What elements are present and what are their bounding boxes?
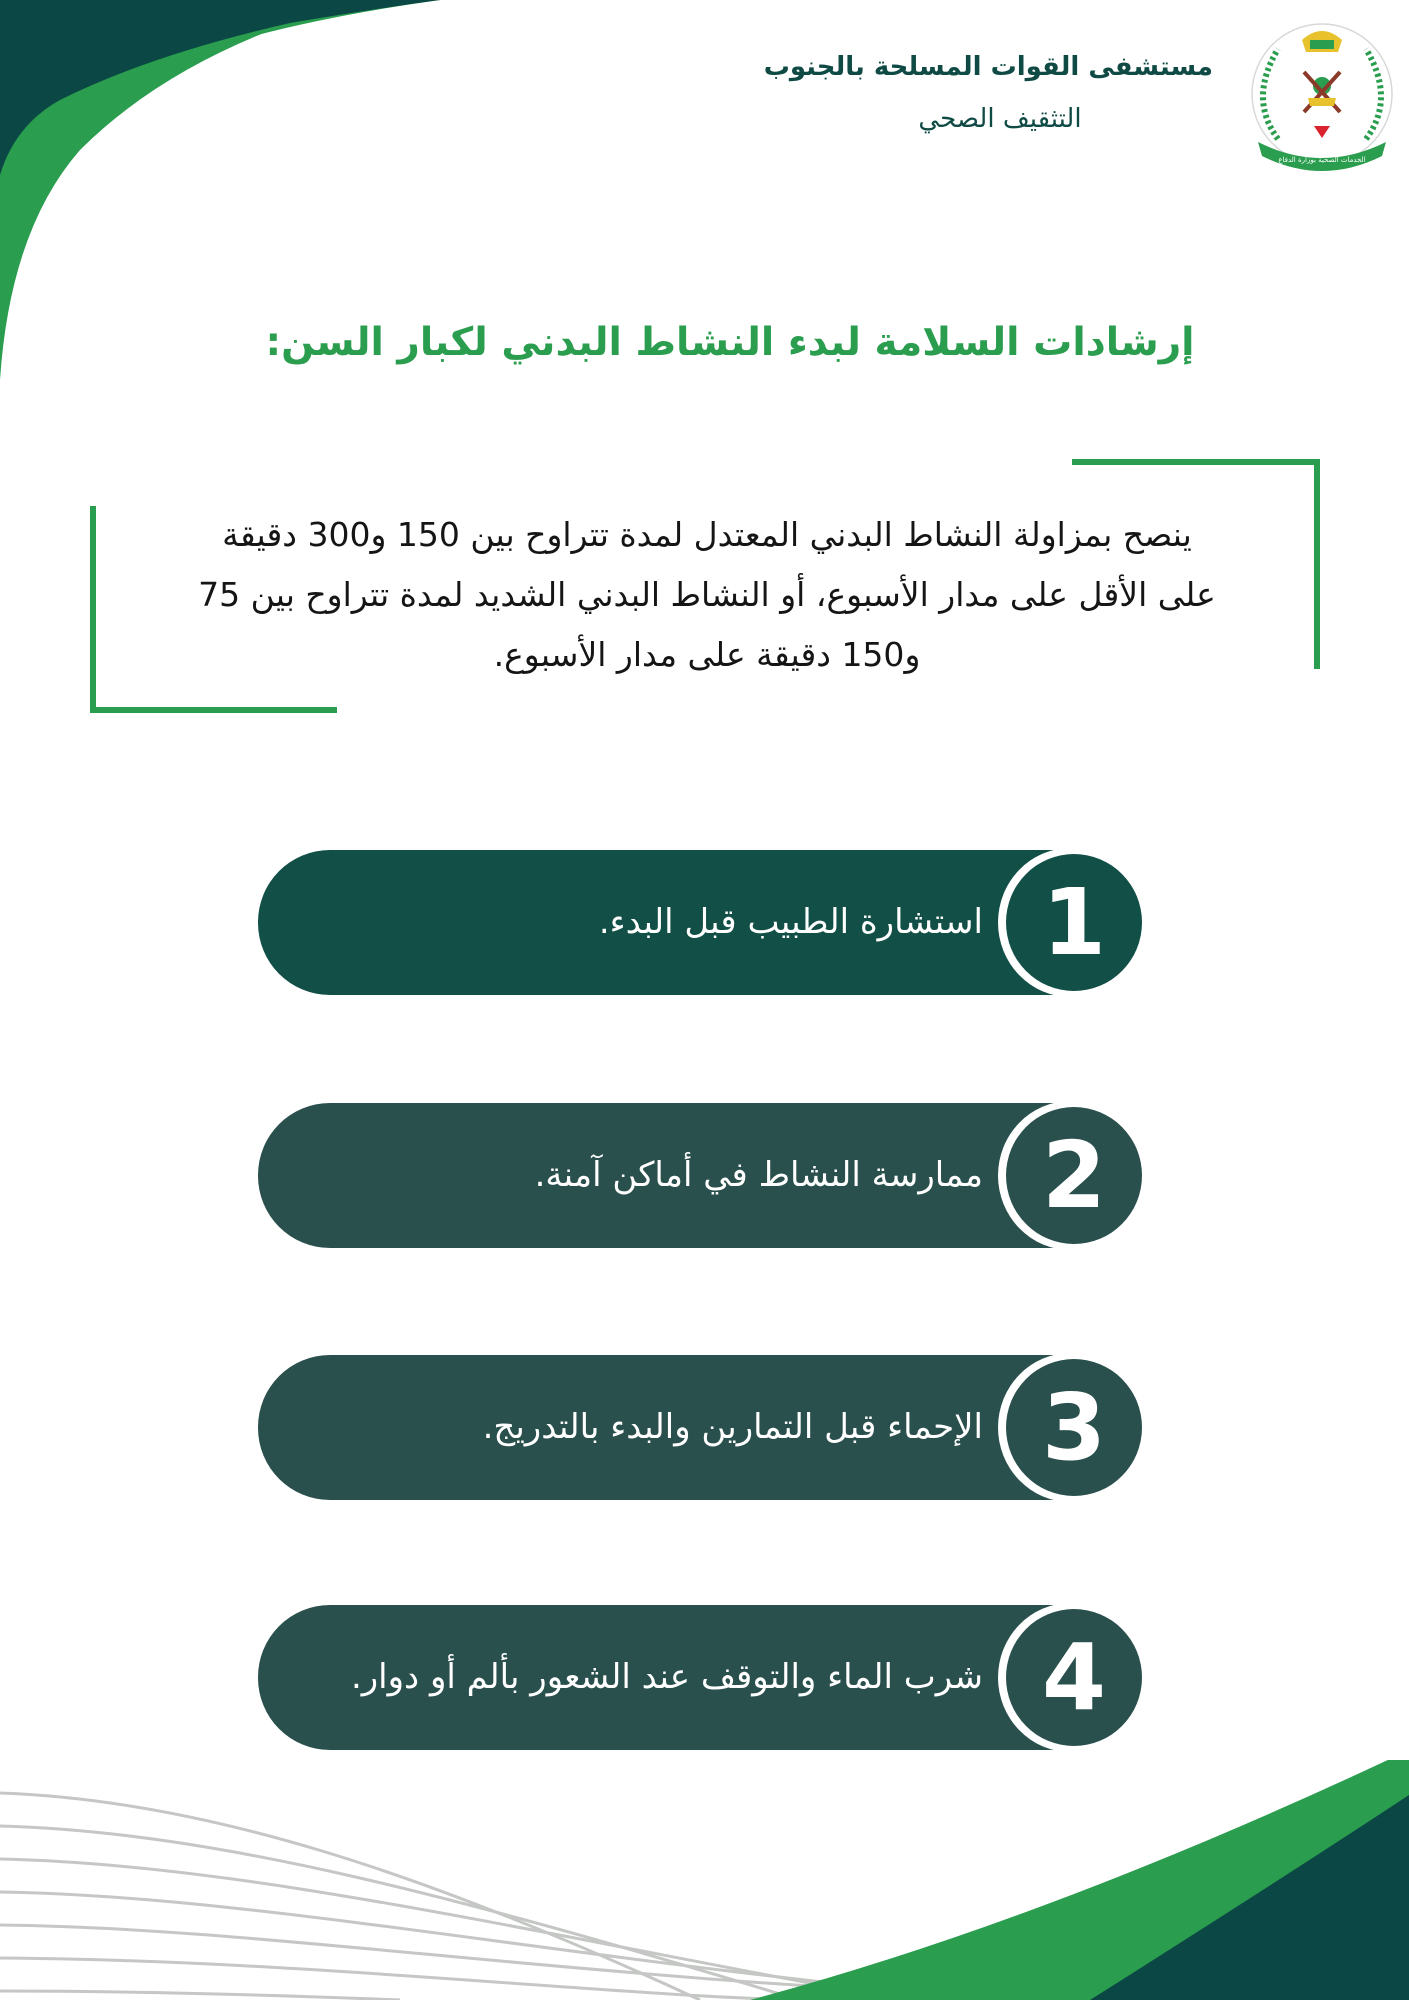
step-number: 1: [1041, 869, 1106, 976]
step-text: الإحماء قبل التمارين والبدء بالتدريج.: [482, 1407, 983, 1447]
intro-line: ينصح بمزاولة النشاط البدني المعتدل لمدة تتراوح بين 150 و300 دقيقة: [222, 515, 1192, 554]
frame-bottom-left-vertical: [90, 506, 96, 713]
step-item-1: [258, 850, 1143, 995]
department-name: التثقيف الصحي: [918, 104, 1082, 134]
intro-paragraph: [112, 505, 1302, 685]
svg-text:الخدمات الصحية بوزارة الدفاع: الخدمات الصحية بوزارة الدفاع: [1278, 156, 1366, 164]
step-number: 2: [1041, 1122, 1106, 1229]
page-title: إرشادات السلامة لبدء النشاط البدني لكبار السن:: [265, 320, 1195, 365]
step-text: ممارسة النشاط في أماكن آمنة.: [534, 1155, 983, 1195]
intro-line: على الأقل على مدار الأسبوع، أو النشاط البدني الشديد لمدة تتراوح بين 75: [198, 575, 1216, 614]
step-text: استشارة الطبيب قبل البدء.: [598, 902, 983, 942]
armed-forces-medical-services-logo: [1238, 14, 1406, 182]
hospital-name: مستشفى القوات المسلحة بالجنوب: [763, 52, 1213, 82]
step-item-3: [258, 1355, 1143, 1500]
step-number: 3: [1041, 1374, 1106, 1481]
bottom-wave-decoration: [0, 1760, 1409, 2000]
step-item-4: [258, 1605, 1143, 1750]
frame-bottom-left-horizontal: [90, 707, 337, 713]
intro-line: و150 دقيقة على مدار الأسبوع.: [493, 635, 921, 674]
step-text: شرب الماء والتوقف عند الشعور بألم أو دوار.: [350, 1657, 983, 1697]
frame-top-right-horizontal: [1072, 459, 1320, 465]
frame-top-right-vertical: [1314, 459, 1320, 669]
step-item-2: [258, 1103, 1143, 1248]
step-number: 4: [1041, 1624, 1106, 1731]
